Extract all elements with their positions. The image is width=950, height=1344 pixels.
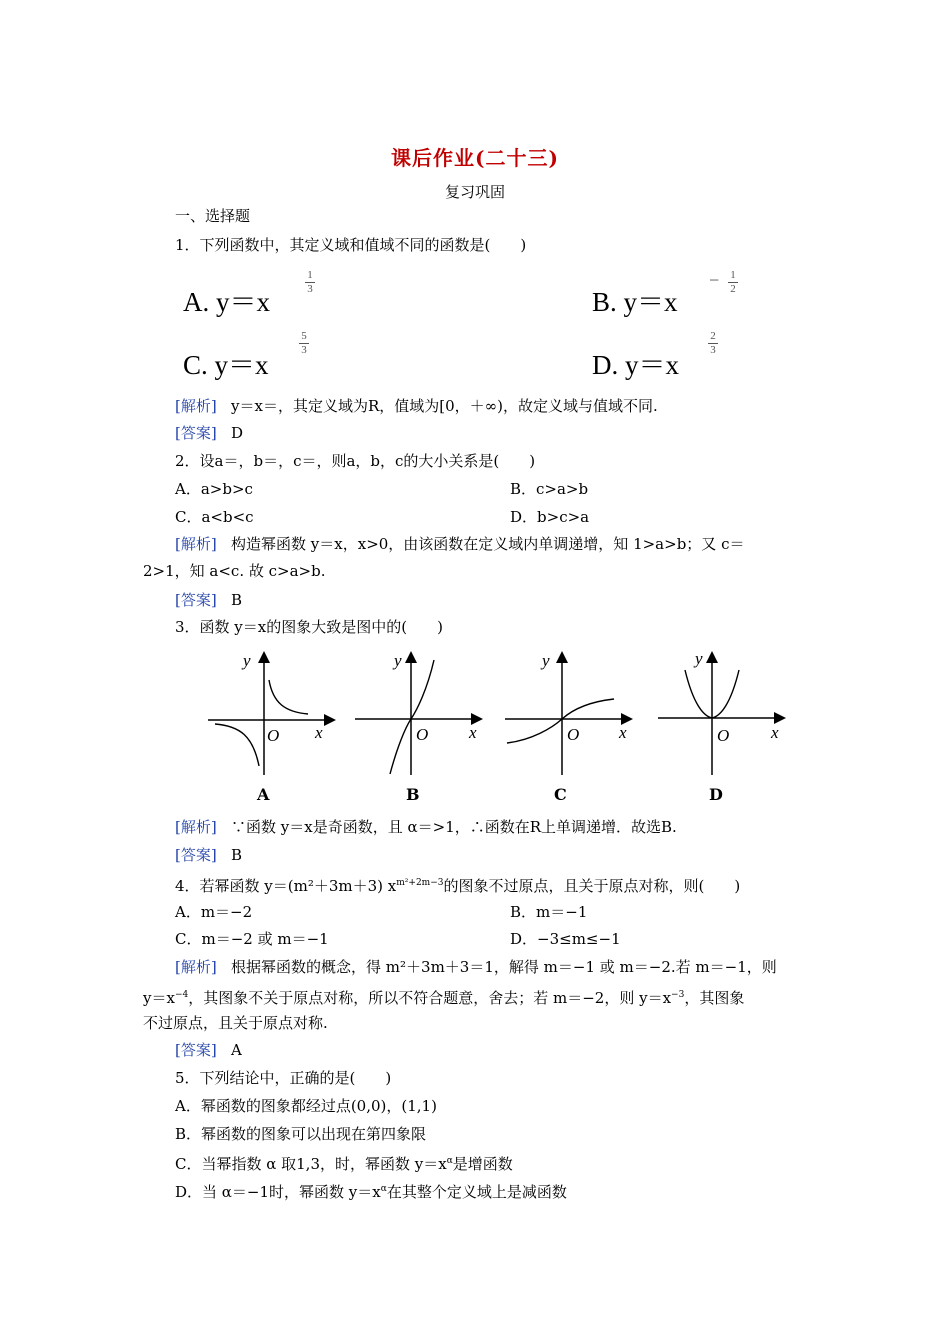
y-label: y xyxy=(542,651,550,670)
origin-label: O xyxy=(416,725,429,744)
q1-analysis xyxy=(175,396,658,416)
answer-text: D xyxy=(231,424,244,442)
q2-option-c: C．a<b<c xyxy=(175,508,254,526)
q3-stem: 3．函数 y＝x的图象大致是图中的( ) xyxy=(175,618,443,636)
graph-d xyxy=(655,648,790,778)
q4-exponent: m²+2m−3 xyxy=(396,878,444,888)
answer-text: B xyxy=(231,591,243,609)
q5-option-a: A．幂函数的图象都经过点(0,0)，(1,1) xyxy=(175,1097,437,1115)
answer-text: A xyxy=(231,1041,242,1059)
q2-stem: 2．设a＝，b＝，c＝，则a，b，c的大小关系是( ) xyxy=(175,452,536,470)
curve xyxy=(507,699,614,743)
q5-option-d: D．当 α＝−1时，幂函数 $y=x^\alpha$在其整个定义域上是减函数 xyxy=(175,1183,567,1201)
q3-answer xyxy=(175,845,242,865)
section-heading: 一、选择题 xyxy=(175,207,251,225)
q2-answer xyxy=(175,590,242,610)
analysis-text: y＝x＝，其定义域为R，值域为[0，＋∞)，故定义域与值域不同. xyxy=(231,397,658,415)
q2-option-b: B．c>a>b xyxy=(510,480,589,498)
answer-tag: [答案] xyxy=(175,846,217,864)
q2-option-d: D．b>c>a xyxy=(510,508,590,526)
analysis-tag: [解析] xyxy=(175,958,217,976)
graph-label-d: D xyxy=(709,785,723,804)
q4-answer xyxy=(175,1040,242,1060)
x-label: x xyxy=(469,723,477,742)
origin-label: O xyxy=(567,725,580,744)
q1-option-d-text: D. y＝x xyxy=(592,350,679,380)
analysis-text: ∵函数 y＝x是奇函数，且 α＝>1，∴函数在R上单调递增．故选B. xyxy=(231,818,677,836)
q5-option-c: C．当幂指数 α 取1,3，时，幂函数 $y=x^\alpha$是增函数 xyxy=(175,1155,513,1173)
q1-option-d xyxy=(592,330,716,382)
q5-stem: 5．下列结论中，正确的是( ) xyxy=(175,1069,392,1087)
curve xyxy=(269,680,308,714)
q4-analysis xyxy=(175,957,777,977)
analysis-tag: [解析] xyxy=(175,397,217,415)
analysis-text: 构造幂函数 y＝x，x>0，由该函数在定义域内单调递增，知 1>a>b；又 c＝ xyxy=(231,535,745,553)
y-label: y xyxy=(695,649,703,668)
q3-analysis xyxy=(175,817,677,837)
q1-option-b-exponent: 1 2 xyxy=(728,270,738,295)
answer-tag: [答案] xyxy=(175,424,217,442)
q4-stem: 4．若幂函数 y＝(m²＋3m＋3) $x^{m^2+2m-3}$的图象不过原点，且关于原点对称，则( ) xyxy=(175,877,741,895)
x-label: x xyxy=(315,723,323,742)
q4-option-c: C．m＝−2 或 m＝−1 xyxy=(175,930,329,948)
answer-tag: [答案] xyxy=(175,591,217,609)
y-label: y xyxy=(243,651,251,670)
analysis-tag: [解析] xyxy=(175,818,217,836)
q4-option-d: D．−3≤m≤−1 xyxy=(510,930,621,948)
q2-analysis-cont: 2>1，知 a<c. 故 c>a>b. xyxy=(143,562,326,580)
q1-option-a-exponent: 1 3 xyxy=(305,270,315,295)
curve xyxy=(390,660,434,774)
q1-option-d-exponent: 2 3 xyxy=(708,331,718,356)
graph-a xyxy=(205,648,340,778)
analysis-text: 根据幂函数的概念，得 m²＋3m＋3＝1，解得 m＝−1 或 m＝−2.若 m＝−1，则 xyxy=(231,958,777,976)
graph-c xyxy=(502,648,637,778)
q1-answer xyxy=(175,423,243,443)
q2-analysis xyxy=(175,534,744,554)
origin-label: O xyxy=(267,726,280,745)
q4-option-a: A．m＝−2 xyxy=(175,903,253,921)
q1-option-c-text: C. y＝x xyxy=(183,350,269,380)
answer-text: B xyxy=(231,846,243,864)
graph-label-a: A xyxy=(257,785,270,804)
q1-option-b: B. y＝x − 1 2 xyxy=(592,280,678,319)
origin-label: O xyxy=(717,726,730,745)
graph-label-b: B xyxy=(406,785,420,804)
curve xyxy=(215,724,259,766)
q1-option-b-text: B. y＝x xyxy=(592,287,678,317)
page-subtitle: 复习巩固 xyxy=(444,183,505,201)
q4-analysis-cont2: 不过原点，且关于原点对称. xyxy=(143,1014,328,1032)
q1-option-c xyxy=(183,330,307,382)
q4-option-b: B．m＝−1 xyxy=(510,903,588,921)
q1-stem: 1．下列函数中，其定义域和值域不同的函数是( ) xyxy=(175,236,527,254)
q4-analysis-cont: $y=x^{-4}$，其图象不关于原点对称，所以不符合题意，舍去；若 m＝−2，则 $y=x^{-3}$，其图象 xyxy=(143,989,745,1007)
page-title: 课后作业(二十三) xyxy=(391,146,559,170)
q1-option-c-exponent: 5 3 xyxy=(299,331,309,356)
y-label: y xyxy=(394,651,402,670)
x-label: x xyxy=(771,723,779,742)
q2-option-a: A．a>b>c xyxy=(175,480,253,498)
q5-option-b: B．幂函数的图象可以出现在第四象限 xyxy=(175,1125,427,1143)
analysis-tag: [解析] xyxy=(175,535,217,553)
graph-label-c: C xyxy=(554,785,567,804)
q1-option-a-text: A. y＝x xyxy=(183,287,270,317)
graph-b xyxy=(352,648,487,778)
q1-option-a xyxy=(183,269,313,319)
x-label: x xyxy=(619,723,627,742)
answer-tag: [答案] xyxy=(175,1041,217,1059)
